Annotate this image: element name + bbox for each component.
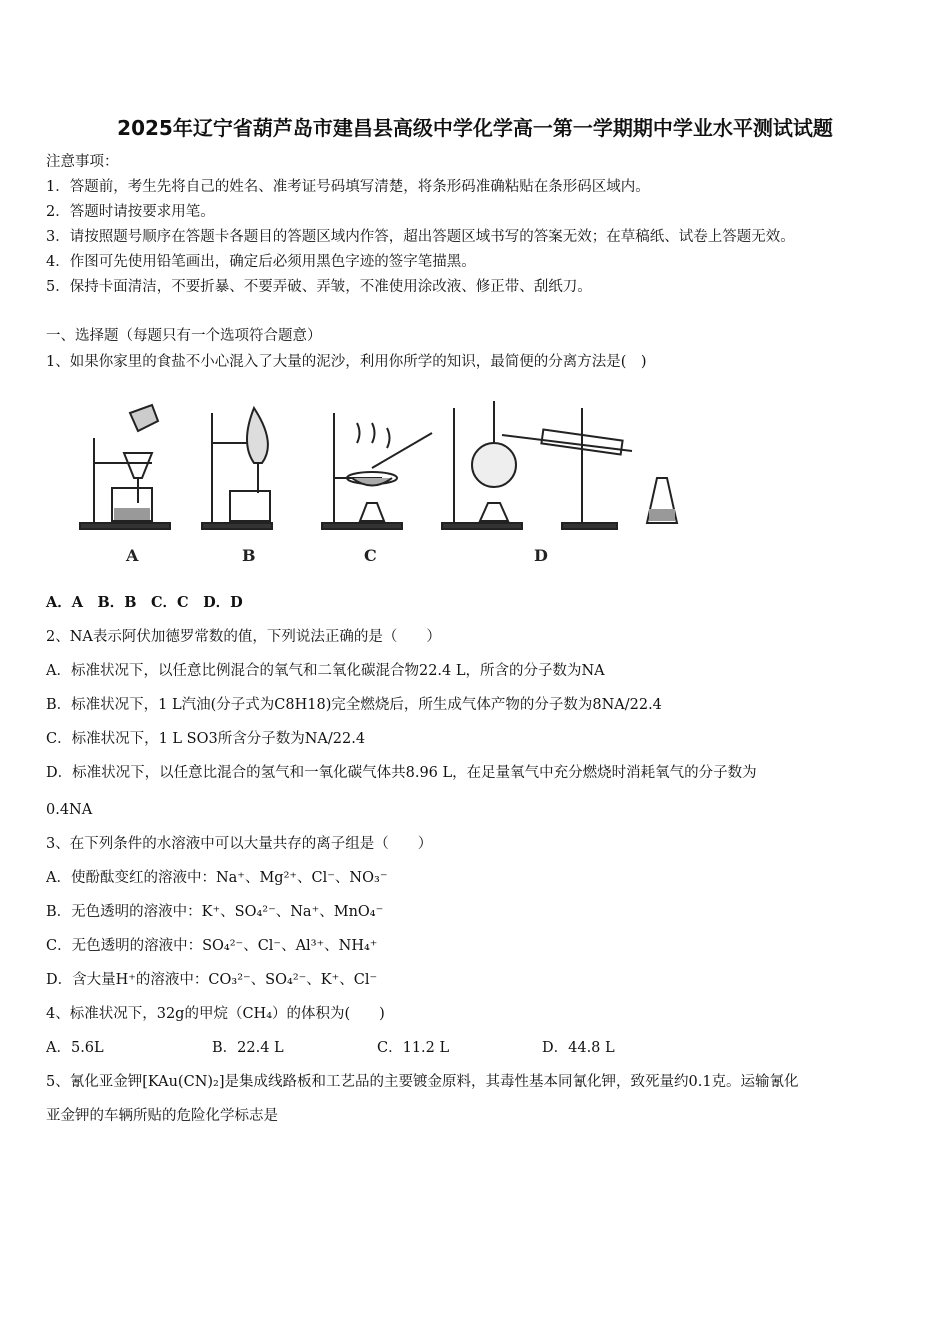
notice-item: 1．答题前，考生先将自己的姓名、准考证号码填写清楚，将条形码准确粘贴在条形码区域内。 bbox=[46, 179, 650, 195]
q2-option-b: B．标准状况下，1 L汽油(分子式为C8H18)完全燃烧后，所生成气体产物的分子数为8NA/22.4 bbox=[46, 697, 662, 713]
q1-stem: 1、如果你家里的食盐不小心混入了大量的泥沙，利用你所学的知识，最简便的分离方法是( ) bbox=[46, 354, 647, 370]
q3-option-c: C．无色透明的溶液中：SO₄²⁻、Cl⁻、Al³⁺、NH₄⁺ bbox=[46, 938, 378, 954]
figure-label-a: A bbox=[126, 546, 139, 565]
q1-options: A．A B．B C．C D．D bbox=[46, 594, 243, 611]
apparatus-figure bbox=[72, 383, 712, 573]
q4-option-a: A．5.6L bbox=[46, 1040, 104, 1056]
figure-label-d: D bbox=[534, 546, 548, 565]
q2-stem: 2、NA表示阿伏加德罗常数的值，下列说法正确的是（ ） bbox=[46, 629, 441, 645]
section-heading: 一、选择题（每题只有一个选项符合题意） bbox=[46, 328, 322, 344]
notice-item: 5．保持卡面清洁，不要折暴、不要弄破、弄皱，不准使用涂改液、修正带、刮纸刀。 bbox=[46, 279, 592, 295]
notice-item: 4．作图可先使用铅笔画出，确定后必须用黑色字迹的签字笔描黑。 bbox=[46, 254, 476, 270]
q3-option-b: B．无色透明的溶液中：K⁺、SO₄²⁻、Na⁺、MnO₄⁻ bbox=[46, 904, 384, 920]
figure-label-b: B bbox=[242, 546, 256, 565]
q4-option-c: C．11.2 L bbox=[377, 1040, 450, 1056]
page-title: 2025年辽宁省葫芦岛市建昌县高级中学化学高一第一学期期中学业水平测试试题 bbox=[117, 116, 833, 140]
q3-option-a: A．使酚酞变红的溶液中：Na⁺、Mg²⁺、Cl⁻、NO₃⁻ bbox=[46, 870, 388, 886]
q4-option-b: B．22.4 L bbox=[212, 1040, 284, 1056]
q4-option-d: D．44.8 L bbox=[542, 1040, 615, 1056]
stand-base-a bbox=[80, 523, 170, 529]
notice-item: 3．请按照题号顺序在答题卡各题目的答题区域内作答，超出答题区域书写的答案无效；在草稿纸、试卷上答题无效。 bbox=[46, 229, 795, 245]
notice-header: 注意事项： bbox=[46, 154, 119, 170]
notice-item: 2．答题时请按要求用笔。 bbox=[46, 204, 215, 220]
q5-stem: 5、氰化亚金钾[KAu(CN)₂]是集成线路板和工艺品的主要镀金原料，其毒性基本同氰化钾，致死量约0.1克。运输氰化 bbox=[46, 1074, 799, 1090]
q4-stem: 4、标准状况下，32g的甲烷（CH₄）的体积为( ) bbox=[46, 1006, 385, 1022]
q2-option-a: A．标准状况下，以任意比例混合的氧气和二氧化碳混合物22.4 L，所含的分子数为NA bbox=[46, 663, 605, 679]
q3-option-d: D．含大量H⁺的溶液中：CO₃²⁻、SO₄²⁻、K⁺、Cl⁻ bbox=[46, 972, 378, 988]
q2-option-c: C．标准状况下，1 L SO3所含分子数为NA/22.4 bbox=[46, 731, 366, 747]
q3-stem: 3、在下列条件的水溶液中可以大量共存的离子组是（ ） bbox=[46, 836, 433, 852]
q2-option-d: D．标准状况下，以任意比混合的氢气和一氧化碳气体共8.96 L，在足量氧气中充分燃烧时消耗氧气的分子数为 bbox=[46, 765, 757, 781]
q2-option-d-cont: 0.4NA bbox=[46, 802, 93, 818]
figure-label-c: C bbox=[364, 546, 377, 565]
q5-stem-cont: 亚金钾的车辆所贴的危险化学标志是 bbox=[46, 1108, 278, 1124]
